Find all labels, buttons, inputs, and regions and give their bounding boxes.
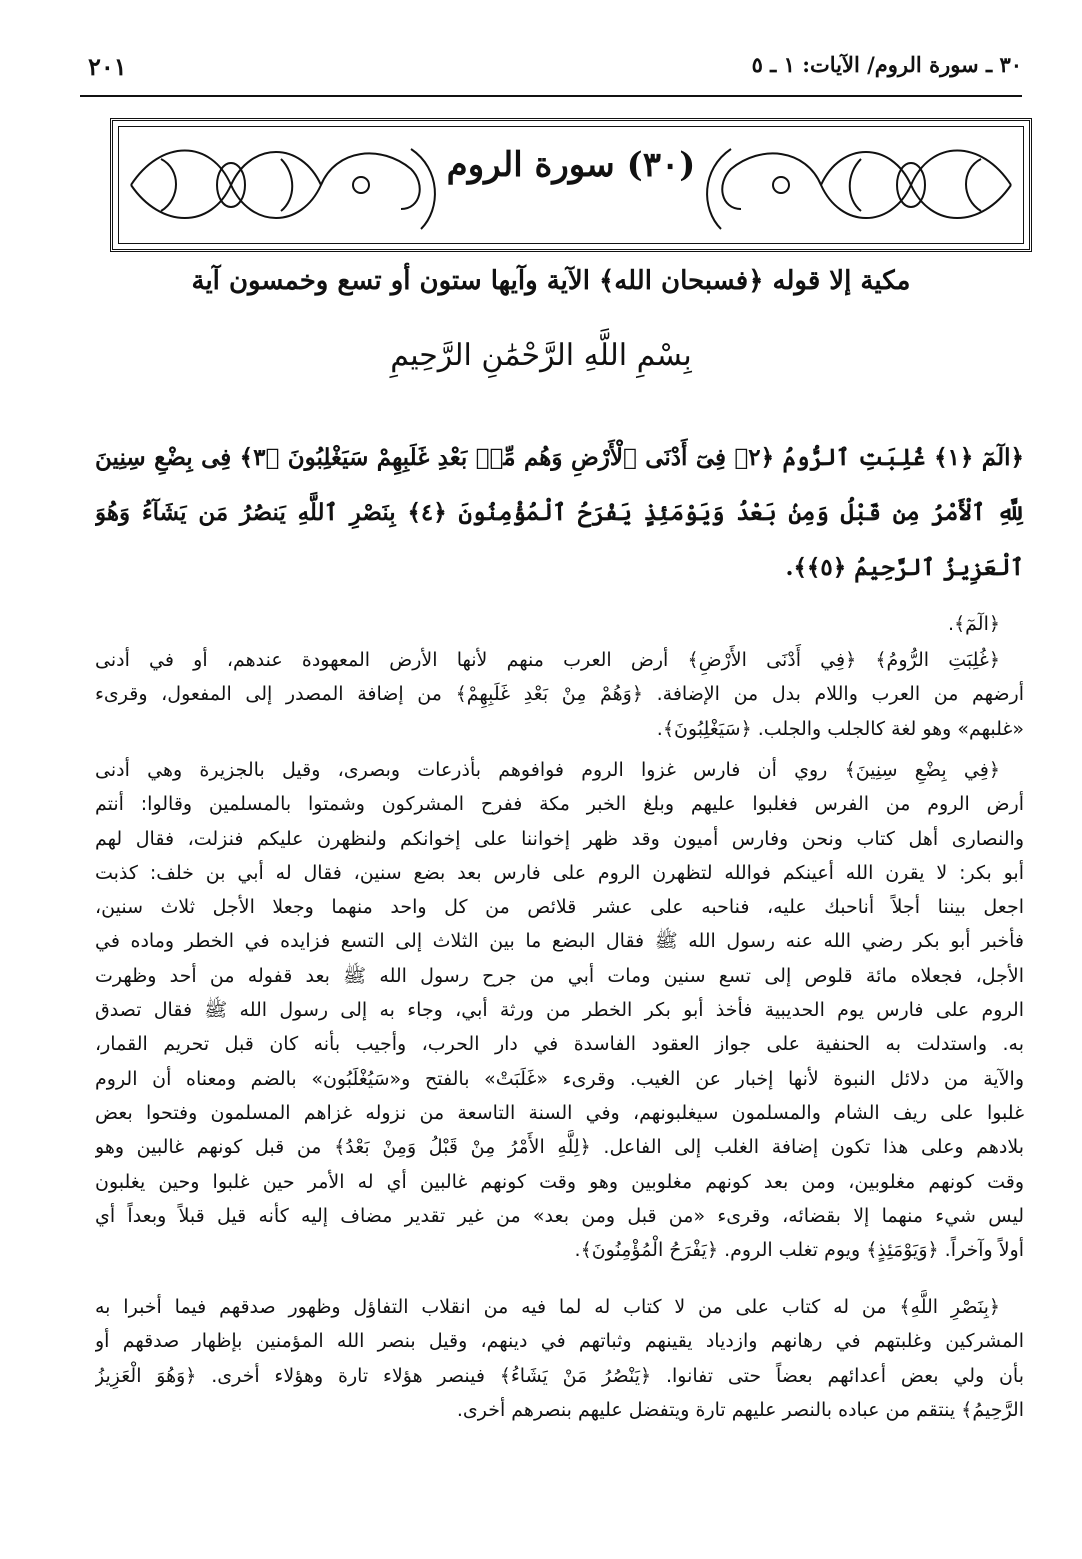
text-line: ﴿بِنَصْرِ اللَّهِ﴾ من له كتاب على من لا كتاب له لما فيه من انقلاب التفاؤل وظهور صدقهم فيما أخبرا به (95, 1296, 1000, 1318)
text-line: والآية من دلائل النبوة لأنها إخبار عن الغيب. وقرىء «غَلَبَتْ» بالفتح و«سَيُغْلَبُون» بالضم ومعناه أن الروم (95, 1067, 1024, 1090)
text-line: بلادهم وعلى هذا تكون إضافة الغلب إلى الفاعل. ﴿لِلَّهِ الأَمْرُ مِنْ قَبْلُ وَمِنْ بَعْدُ﴾ من قبل كونهم غالبين وهو (95, 1136, 1024, 1159)
text-line: ﴿غُلِبَتِ الرُّومُ﴾ ﴿فِي أَدْنَى الأَرْضِ﴾ أرض العرب منهم لأنها الأرض المعهودة عندهم، أو في أدنى (95, 649, 1000, 671)
basmala: بِسْمِ اللَّهِ الرَّحْمَٰنِ الرَّحِيمِ (390, 338, 692, 373)
text-line: به. واستدلت به الحنفية على جواز العقود الفاسدة في دار الحرب، وأجيب بأنه كان قبل تحريم القمار، (95, 1033, 1024, 1056)
text-line: أرض الروم من الفرس فغلبوا عليهم وبلغ الخبر مكة ففرح المشركون وشمتوا بالمسلمين وقالوا: أنتم (95, 793, 1024, 816)
verse-line: ﴿الٓمٓ ﴿١﴾ غُلِبَتِ ٱلرُّومُ ﴿٢﴾ فِىٓ أَدْنَى ٱلْأَرْضِ وَهُم مِّنۢ بَعْدِ غَلَبِهِمْ سَيَغْلِبُونَ ﴿٣﴾ فِى بِضْعِ سِنِينَ (95, 444, 1024, 471)
text-line: ﴿الٓمٓ﴾. (947, 613, 1000, 635)
text-line: والنصارى أهل كتاب ونحن وفارس أميون وقد ظهر إخواننا على إخوانكم ولنظهرن عليكم فنزلت، فقال لهم (95, 827, 1024, 850)
text-line: الأجل، فجعلاه مائة قلوص إلى تسع سنين ومات أبي من جرح رسول الله ﷺ بعد قفوله من أحد وظهرت (95, 964, 1024, 987)
running-head: ٣٠ ـ سورة الروم/ الآيات: ١ ـ ٥ (751, 52, 1022, 77)
verse-line: ٱلْعَزِيزُ ٱلرَّحِيمُ ﴿٥﴾﴾. (785, 554, 1024, 581)
quran-verses (95, 430, 1024, 595)
commentary-paragraph (95, 607, 1024, 641)
commentary-paragraph (95, 753, 1024, 1267)
page-number: ٢٠١ (88, 52, 127, 81)
header-divider (80, 95, 1022, 97)
text-line: أرضهم من العرب واللام بدل من الإضافة. ﴿وَهُمْ مِنْ بَعْدِ غَلَبِهِمْ﴾ من إضافة المصدر إلى المفعول، وقرىء (95, 683, 1024, 706)
text-line: ليس شيء منهما إلا بقضائه، وقرىء «من قبل ومن بعد» من غير تقدير مضاف إليه كأنه قيل قبلاً وبعداً أي (95, 1204, 1024, 1227)
text-line: أبو بكر: لا يقرن الله أعينكم فوالله لتظهرن الروم على فارس بعد بضع سنين، فقال له أبي بن خلف: كذبت (95, 861, 1024, 884)
surah-title: (٣٠) سورة الروم (437, 145, 706, 185)
right-arabesque-ornament (691, 129, 1021, 241)
text-line: «غلبهم» وهو لغة كالجلب والجلب. ﴿سَيَغْلِبُونَ﴾. (656, 717, 1024, 740)
commentary-paragraph (95, 1290, 1024, 1427)
commentary-paragraph (95, 643, 1024, 746)
text-line: اجعل بيننا أجلاً أناحبك عليه، فناحبه على عشر قلائص من كل واحد منهما وجعلا الأجل ثلاث سنين، (95, 896, 1024, 919)
text-line: فأخبر أبو بكر رضي الله عنه رسول الله ﷺ فقال البضع ما بين الثلاث إلى التسع فزايده في الخطر وماده في (95, 930, 1024, 953)
verse-line: لِلَّهِ ٱلْأَمْرُ مِن قَبْلُ وَمِنۢ بَعْدُ وَيَوْمَئِذٍ يَفْرَحُ ٱلْمُؤْمِنُونَ ﴿٤﴾ بِنَصْرِ ٱللَّهِ يَنصُرُ مَن يَشَآءُ وَهُوَ (95, 499, 1024, 526)
text-line: الرَّحِيمُ﴾ ينتقم من عباده بالنصر عليهم تارة ويتفضل عليهم بنصرهم أخرى. (456, 1398, 1024, 1421)
surah-subtitle: مكية إلا قوله ﴿فسبحان الله﴾ الآية وآيها ستون أو تسع وخمسون آية (191, 266, 911, 296)
text-line: ﴿فِي بِضْعِ سِنِينَ﴾ روي أن فارس غزوا الروم فوافوهم بأذرعات وبصرى، وقيل بالجزيرة وهي أدنى (95, 759, 1000, 781)
text-line: أولاً وآخراً. ﴿وَيَوْمَئِذٍ﴾ ويوم تغلب الروم. ﴿يَفْرَحُ الْمُؤْمِنُونَ﴾. (574, 1239, 1024, 1262)
left-arabesque-ornament (121, 129, 451, 241)
text-line: بأن ولي بعض أعدائهم بعضاً حتى تفانوا. ﴿يَنْصُرُ مَنْ يَشَاءُ﴾ فينصر هؤلاء تارة وهؤلاء أخرى. ﴿وَهُوَ الْعَزِيزُ (95, 1364, 1024, 1387)
text-line: وقت كونهم مغلوبين، ومن بعد كونهم مغلوبين وهو وقت كونهم غالبين أي له الأمر حين غلبوا وحين يغلبون (95, 1170, 1024, 1193)
text-line: المشركين وغلبتهم في رهانهم وازدياد يقينهم وثباتهم في دينهم، وقيل بنصر الله المؤمنين بإظهار صدقهم أو (95, 1330, 1024, 1353)
page-header (88, 52, 1022, 92)
text-line: غلبوا على ريف الشام والمسلمون سيغلبونهم، وفي السنة التاسعة من نزوله غزاهم المسلمون وفتحوا بعض (95, 1101, 1024, 1124)
text-line: الروم على فارس يوم الحديبية فأخذ أبو بكر الخطر من ورثة أبي، وجاء به إلى رسول الله ﷺ فقال تصدق (95, 999, 1024, 1022)
surah-banner (110, 118, 1032, 252)
